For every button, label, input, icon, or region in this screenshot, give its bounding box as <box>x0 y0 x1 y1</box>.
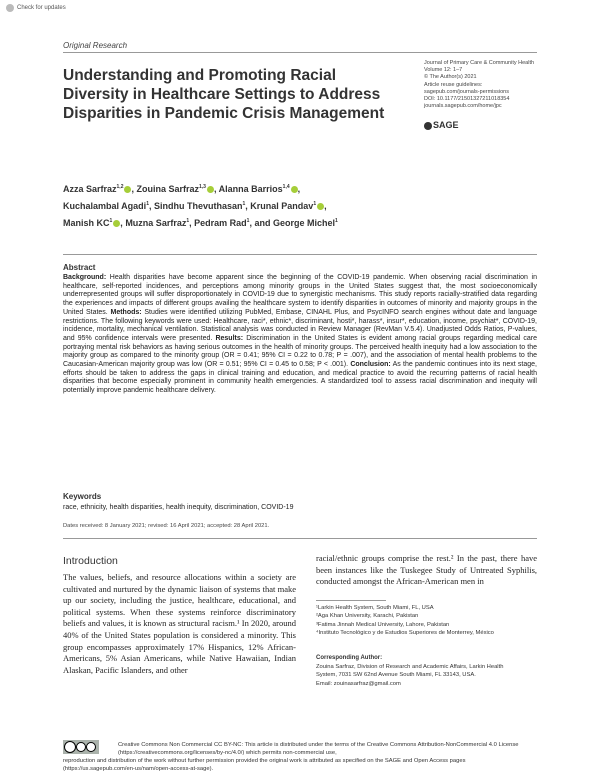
section-type: Original Research <box>63 41 128 50</box>
corresponding-line: Zouina Sarfraz, Division of Research and Academic Affairs, Larkin Health <box>316 664 504 670</box>
abstract-body <box>63 274 537 396</box>
author-line <box>63 180 463 197</box>
check-for-updates-badge[interactable] <box>6 4 66 12</box>
license-text-1: Creative Commons Non Commercial CC BY-NC: This article is distributed under the terms of the Creative Commons Attribution-NonCommercial 4.0 License (https://creativecommons.org/licenses/by-nc/4.0/) which permits non-commercial use, <box>118 742 519 756</box>
author-name: Muzna Sarfraz <box>125 218 187 228</box>
author-list <box>63 180 463 231</box>
author-separator: , and <box>249 218 273 228</box>
affiliation-item: ²Aga Khan University, Karachi, Pakistan <box>316 613 419 620</box>
corresponding-heading: Corresponding Author: <box>316 655 383 661</box>
author-affiliation-sup: 1 <box>146 201 149 207</box>
author-separator: , <box>120 218 126 228</box>
affiliation-item: ³Fatima Jinnah Medical University, Lahore, Pakistan <box>316 621 450 628</box>
author-line <box>63 214 463 231</box>
introduction-column-1: The values, beliefs, and resource allocations within a society are cultivated and nurtured by the dynamic liaison of systems that make up our society, including the justice, healthcare, educational, and political systems. When these systems reinforce discriminatory beliefs and values, it is known as structural racism.¹ In 2020, around 40% of the United States population is considered a minority. This group encompasses approximately 17% Hispanics, 12% African-Americans, 5% Asian Americans, while Native Hawaiian, Indian Alaskan, Pacific Islanders, and other <box>63 572 296 675</box>
author-affiliation-sup: 1,3 <box>199 184 206 190</box>
corresponding-details <box>316 663 537 688</box>
footnote-divider <box>316 600 386 601</box>
keywords-heading: Keywords <box>63 492 102 501</box>
cc-circle-icon <box>65 742 76 753</box>
nc-circle-icon <box>87 743 96 752</box>
article-dates: Dates received: 8 January 2021; revised: 16 April 2021; accepted: 28 April 2021. <box>63 523 270 529</box>
check-updates-icon <box>6 4 14 12</box>
orcid-icon[interactable] <box>291 186 298 193</box>
corresponding-email[interactable]: Email: zouinasarfraz@gmail.com <box>316 680 401 687</box>
dates-divider <box>63 538 537 539</box>
author-line <box>63 197 463 214</box>
results-text: Discrimination in the United States is evident among racial groups regarding medical care portraying mental risk behaviors as having serious outcomes in the health of minority groups. The perceived health inequity had a low association to the majority group as compared to the minority group (OR = 0.41; 95% CI = 0.22 to 0.78; P = .007), and the association of mental health problems to the Caucasian-American majority group was low (OR = 0.51; 95% CI = 0.45 to 0.58; P < .001). <box>63 334 538 369</box>
affiliation-item: ⁴Instituto Tecnológico y de Estudios Superiores de Monterrey, México <box>316 629 494 636</box>
header-divider <box>63 52 537 53</box>
check-updates-label: Check for updates <box>17 5 66 11</box>
author-name: Kuchalambal Agadi <box>63 201 147 211</box>
author-name: Krunal Pandav <box>250 201 314 211</box>
author-name: Azza Sarfraz <box>63 184 117 194</box>
article-title: Understanding and Promoting Racial Diversity in Healthcare Settings to Address Disparities in Pandemic Crisis Management <box>63 67 385 122</box>
author-name: Manish KC <box>63 218 110 228</box>
sage-logo-icon <box>424 122 432 130</box>
cc-by-nc-icon[interactable] <box>63 740 99 754</box>
author-affiliation-sup: 1 <box>313 201 317 207</box>
journal-volume: Volume 12: 1–7 <box>424 67 463 74</box>
orcid-icon[interactable] <box>207 186 214 193</box>
publisher-logo: SAGE <box>424 120 459 130</box>
author-affiliation-sup: 1 <box>246 218 250 224</box>
conclusion-text: As the pandemic continues into its next stage, efforts should be taken to address the gaps in clinical training and education, and medical practice to avoid the recurring patterns of racial health disparities that become especially prominent in community health emergencies. A standardized tool to assess racial discrimination and inequity will potentially improve pandemic healthcare delivery. <box>63 361 537 395</box>
journal-copyright: © The Author(s) 2021 <box>424 74 477 81</box>
author-name: Pedram Rad <box>194 218 247 228</box>
author-separator: , <box>245 201 251 211</box>
author-separator: , <box>213 184 219 194</box>
author-name: George Michel <box>272 218 335 228</box>
author-name: Alanna Barrios <box>218 184 283 194</box>
author-separator: , <box>297 184 301 194</box>
journal-url[interactable]: journals.sagepub.com/home/jpc <box>424 103 502 110</box>
methods-label: Methods: <box>110 308 142 316</box>
author-affiliation-sup: 1 <box>109 218 113 224</box>
abstract-divider <box>63 254 537 255</box>
author-separator: , <box>131 184 137 194</box>
methods-text: Studies were identified utilizing PubMed, Embase, CINAHL Plus, and PsycINFO search engines without date and language restrictions. The following keywords were used: Healthcare, raci*, ethnic*, discriminant, hosti*, harass*, insur*, education, income, psychiat*, COVID-19, incidence, mortality, mechanical ventilation. Statistical analysis was conducted in Review Manager (RevMan V.5.4). Unadjusted Odds Ratios, P-values, and 95% confidence intervals were presented. <box>63 308 538 342</box>
license-text-2: reproduction and distribution of the work without further permission provided the original work is attributed as specified on the SAGE and Open Access pages (https://us.sagepub.com/en-us/nam/open-access-at-sage). <box>63 758 466 772</box>
keywords-text: race, ethnicity, health disparities, health inequity, discrimination, COVID-19 <box>63 504 294 511</box>
introduction-heading: Introduction <box>63 555 118 567</box>
journal-name: Journal of Primary Care & Community Health <box>424 60 535 66</box>
affiliations <box>316 604 537 637</box>
abstract-heading: Abstract <box>63 263 96 272</box>
journal-reuse-link[interactable]: sagepub.com/journals-permissions <box>424 88 509 95</box>
background-text: Health disparities have become apparent since the beginning of the COVID-19 pandemic. When observing racial discrimination in healthcare, self-reported incidences, and perceptions among minority groups in the United States suggest that, the most socioeconomically underrepresented groups will suffer disproportionately in COVID-19 due to synergistic mechanisms. This study reports racially-stratified data regarding the experiences and impacts of different groups availing the healthcare system to identify disparities in outcomes of minority and majority groups in the United States. <box>63 274 537 316</box>
conclusion-label: Conclusion: <box>350 361 391 369</box>
author-affiliation-sup: 1 <box>334 218 338 224</box>
author-separator: , <box>148 201 154 211</box>
journal-reuse: Article reuse guidelines: <box>424 81 483 88</box>
author-affiliation-sup: 1 <box>186 218 190 224</box>
background-label: Background: <box>63 274 107 281</box>
author-separator: , <box>189 218 195 228</box>
introduction-column-2: racial/ethnic groups comprise the rest.² In the past, there have been instances like the Tuskegee Study of Untreated Syphilis, conducted amongst the African-American men in <box>316 553 537 587</box>
results-label: Results: <box>215 334 244 342</box>
author-affiliation-sup: 1,2 <box>116 184 124 190</box>
journal-doi[interactable]: DOI: 10.1177/21501327211018354 <box>424 96 510 103</box>
author-separator: , <box>324 201 327 211</box>
author-name: Sindhu Thevuthasan <box>153 201 243 211</box>
author-affiliation-sup: 1,4 <box>282 184 290 190</box>
author-affiliation-sup: 1 <box>242 201 246 207</box>
corresponding-line: System, 7031 SW 62nd Avenue South Miami, FL 33143, USA. <box>316 672 476 679</box>
by-circle-icon <box>77 743 86 752</box>
author-name: Zouina Sarfraz <box>136 184 200 194</box>
affiliation-item: ¹Larkin Health System, South Miami, FL, USA <box>316 605 434 611</box>
journal-info <box>424 60 584 110</box>
